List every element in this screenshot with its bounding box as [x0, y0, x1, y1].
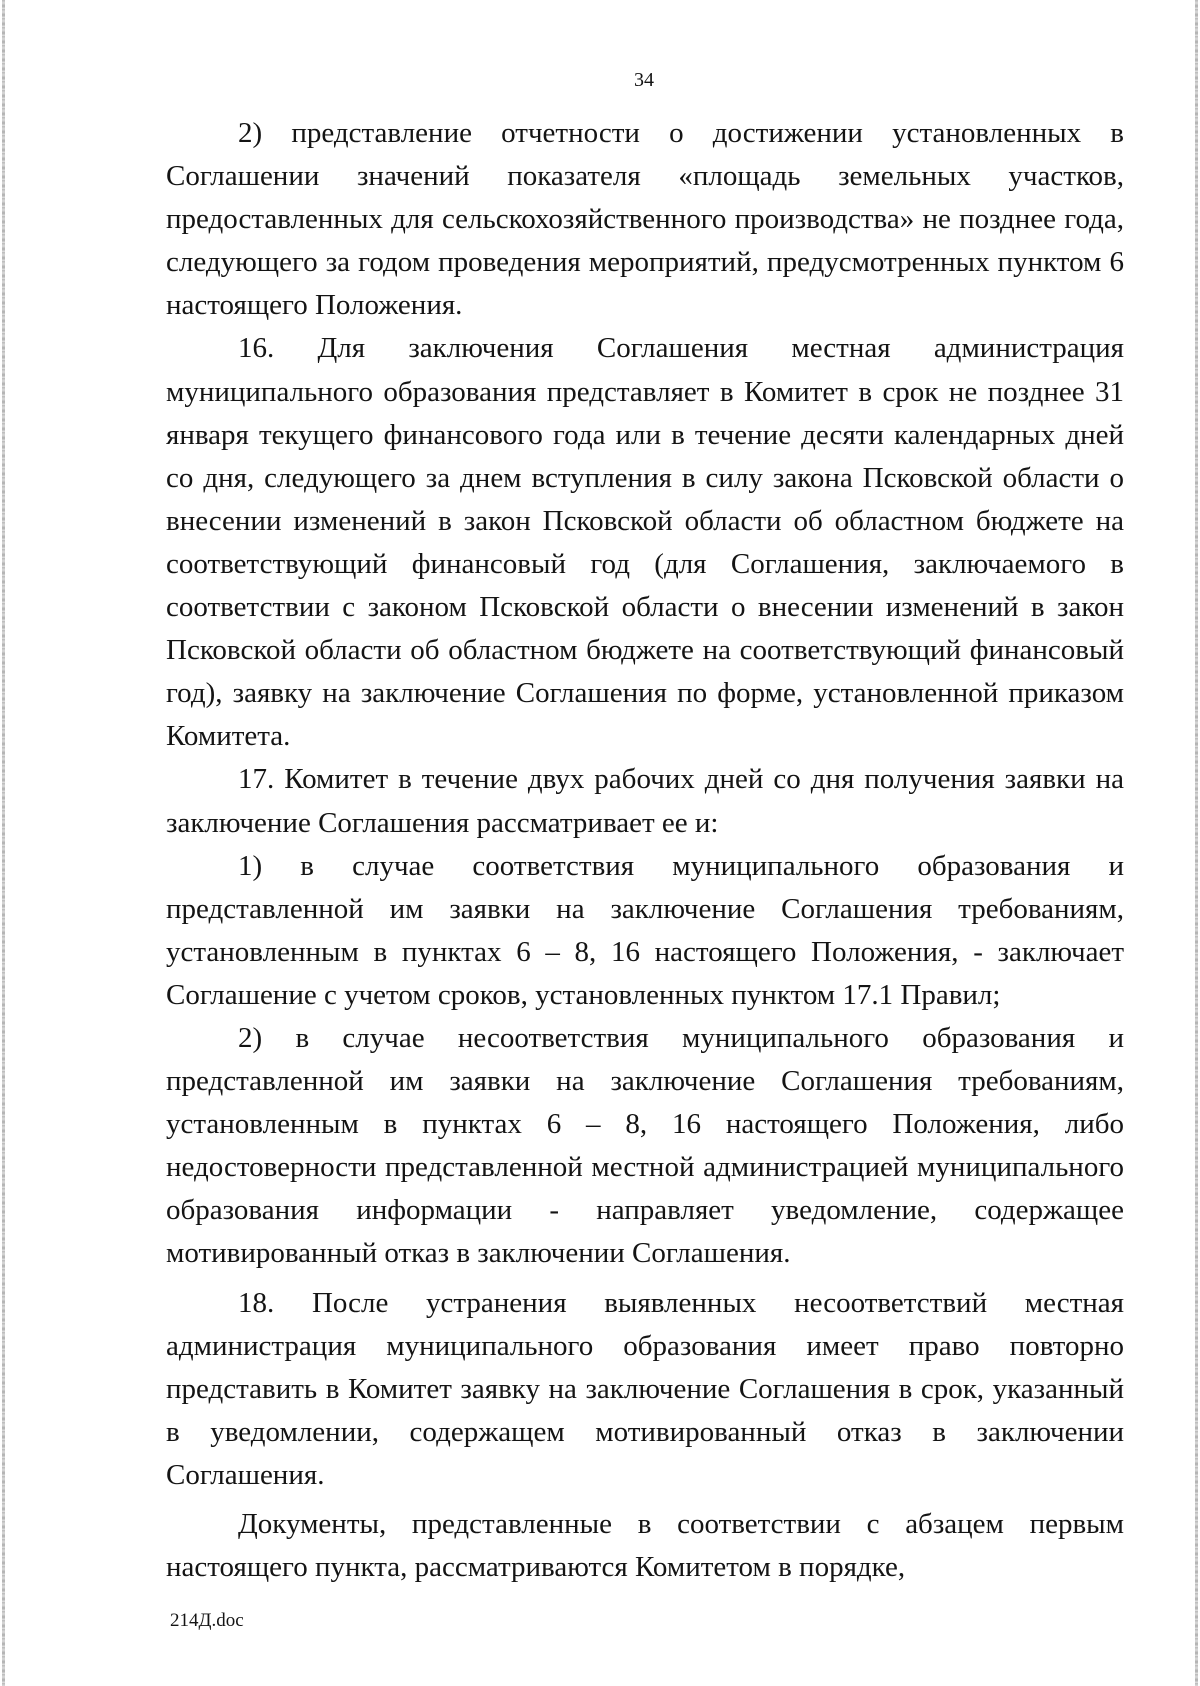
paragraph-item-17: 17. Комитет в течение двух рабочих дней со дня получения заявки на заключение Соглашения рассматривает ее и:	[166, 763, 1124, 839]
document-body	[166, 112, 1124, 1589]
paragraph-item-17-subitem-1: 1) в случае соответствия муниципального образования и представленной им заявки на заключение Соглашения требованиям, установленным в пунктах 6 – 8, 16 настоящего Положения, - заключает Соглашение с учетом сроков, установленных пунктом 17.1 Правил;	[166, 849, 1124, 1011]
paragraph-item-18-continued: Документы, представленные в соответствии с абзацем первым настоящего пункта, рассматриваются Комитетом в порядке,	[166, 1508, 1124, 1584]
scan-edge-left	[2, 0, 5, 1686]
paragraph-item-16: 16. Для заключения Соглашения местная администрация муниципального образования представляет в Комитет в срок не позднее 31 января текущего финансового года или в течение десяти календарных дней со дня, следующего за днем вступления в силу закона Псковской области о внесении изменений в закон Псковской области об областном бюджете на соответствующий финансовый год (для Соглашения, заключаемого в соответствии с законом Псковской области о внесении изменений в закон Псковской области об областном бюджете на соответствующий финансовый год), заявку на заключение Соглашения по форме, установленной приказом Комитета.	[166, 332, 1124, 753]
file-name-footer: 214Д.doc	[170, 1610, 244, 1631]
paragraph-item-17-subitem-2: 2) в случае несоответствия муниципального образования и представленной им заявки на заключение Соглашения требованиям, установленным в пунктах 6 – 8, 16 настоящего Положения, либо недостоверности представленной местной администрацией муниципального образования информации - направляет уведомление, содержащее мотивированный отказ в заключении Соглашения.	[166, 1021, 1124, 1270]
paragraph-item-18: 18. После устранения выявленных несоответствий местная администрация муниципального образования имеет право повторно представить в Комитет заявку на заключение Соглашения в срок, указанный в уведомлении, содержащем мотивированный отказ в заключении Соглашения.	[166, 1286, 1124, 1491]
scan-edge-right	[1195, 0, 1198, 1686]
paragraph-subitem-2-reporting: 2) представление отчетности о достижении установленных в Соглашении значений показателя «площадь земельных участков, предоставленных для сельскохозяйственного производства» не позднее года, следующего за годом проведения мероприятий, предусмотренных пунктом 6 настоящего Положения.	[166, 117, 1124, 322]
page-number: 34	[634, 69, 654, 91]
